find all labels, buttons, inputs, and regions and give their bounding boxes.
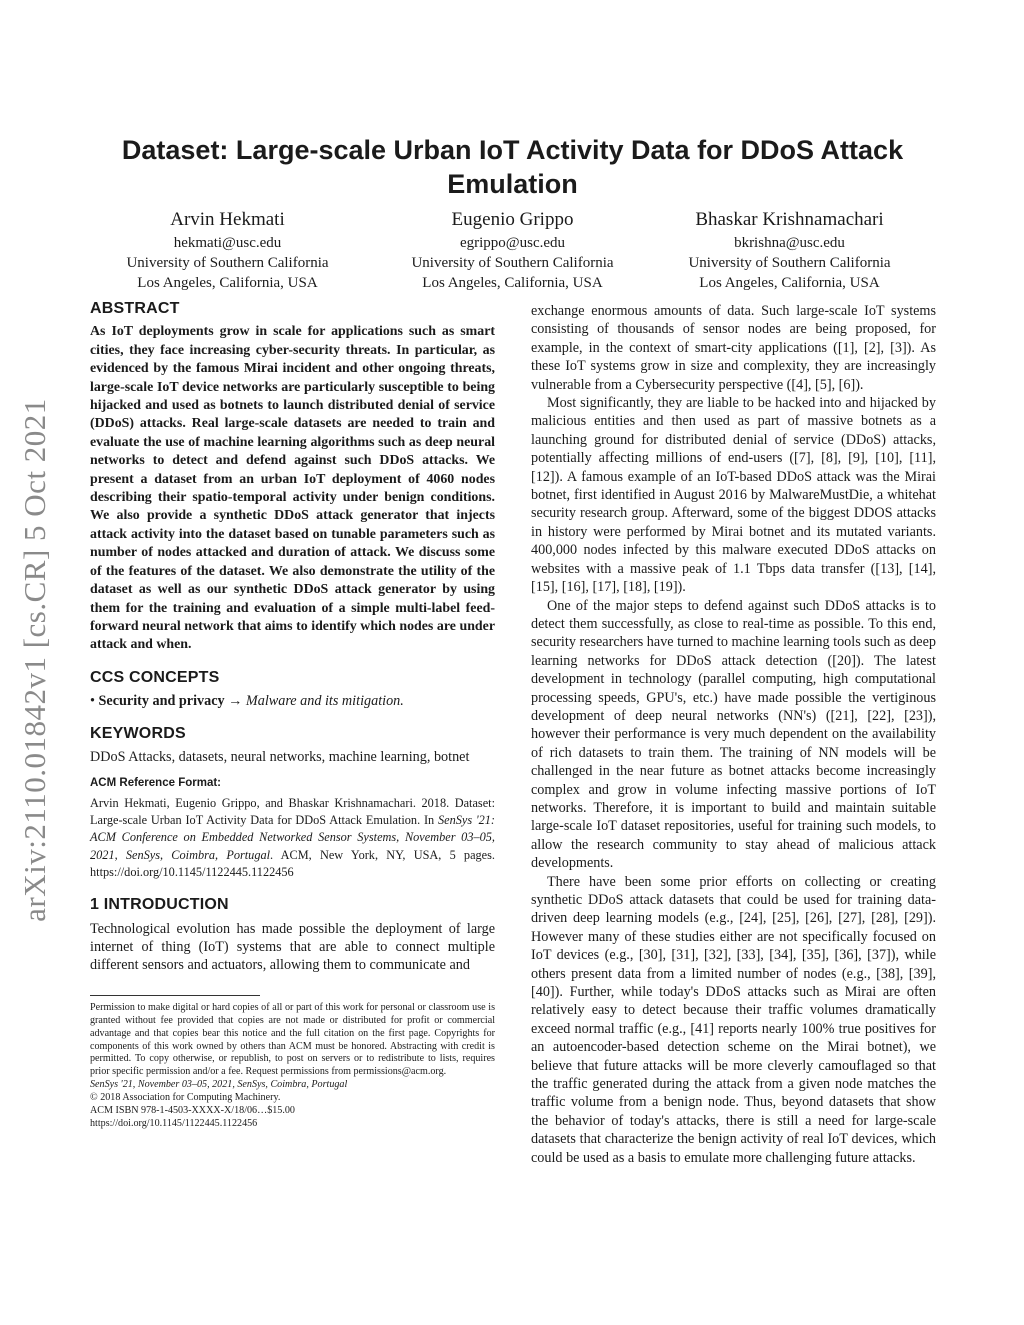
reference-part1: Arvin Hekmati, Eugenio Grippo, and Bhaskar Krishnamachari. 2018. Dataset: Large-scale Urban IoT Activity Data for DDoS Attack Emulation. In — [90, 795, 495, 828]
intro-heading: 1 INTRODUCTION — [90, 896, 229, 914]
permission-text: Permission to make digital or hard copies of all or part of this work for personal or classroom use is granted without fee provided that copies are not made or distributed for profit or commercial advantage and that copies bear this notice and the full citation on the first page. Copyrights for components of this work owned by others than ACM must be honored. Abstracting with credit is permitted. To copy otherwise, or republish, to post on servers or to redistribute to lists, requires prior specific permission and/or a fee. Request permissions from permissions@acm.org. — [90, 1001, 495, 1078]
copyright-line: © 2018 Association for Computing Machinery. — [90, 1092, 281, 1104]
abstract-text: As IoT deployments grow in scale for applications such as smart cities, they face increasing cyber-security threats. In particular, as evidenced by the famous Mirai incident and other ongoing threats, large-scale IoT device networks are particularly susceptible to being hijacked and used as botnets to launch distributed denial of service (DDoS) attacks. Real large-scale datasets are needed to train and evaluate the use of machine learning algorithms such as deep neural networks to detect and defend against such DDoS attacks. We present a dataset from an urban IoT deployment of 4060 nodes describing their spatio-temporal activity under benign conditions. We also provide a synthetic DDoS attack generator that injects attack activity into the dataset based on tunable parameters such as number of nodes attacked and duration of attack. We discuss some of the features of the dataset. We also demonstrate the utility of the dataset as well as our synthetic DDoS attack generator by using them for the training and evaluation of a simple multi-label feed-forward neural network that aims to identify which nodes are under attack and when. — [90, 324, 495, 653]
ccs-bullet: • — [90, 693, 95, 710]
reference-format-heading: ACM Reference Format: — [90, 777, 221, 790]
ccs-heading: CCS CONCEPTS — [90, 668, 220, 686]
author-affiliation: University of Southern California — [411, 255, 614, 271]
author-email[interactable]: bkrishna@usc.edu — [734, 235, 845, 251]
body-paragraph: exchange enormous amounts of data. Such large-scale IoT systems consisting of thousands of sensor nodes are being proposed, for example, in the context of smart-city applications ([1], [2], [3]). As these IoT systems grow in size and complexity, they are increasingly vulnerable from a Cybersecurity perspective ([4], [5], [6]). — [531, 303, 936, 393]
author-location: Los Angeles, California, USA — [137, 275, 318, 291]
conference-line — [90, 1079, 495, 1092]
author-affiliation: University of Southern California — [688, 255, 891, 271]
body-paragraph: There have been some prior efforts on collecting or creating synthetic DDoS attack datasets that could be used for training data-driven deep learning models (e.g., [24], [25], [26], [27], [28], [29]). However many of these studies either are not specifically focused on IoT devices (e.g., [30], [31], [32], [33], [34], [35], [36], [37]), while others present data from a limited number of nodes (e.g., [38], [39], [40]). Further, while today's DDoS attacks such as Mirai are often relatively easy to detect because their traffic volumes dramatically exceed normal traffic (e.g., [41] reports nearly 100% true positives for an autoencoder-based detection scheme on the Mirai botnet), we believe that future attacks will be more cleverly camouflaged so that the traffic generated during the attack from a given node matches the traffic volume from a benign node. Thus, beyond datasets that show the behavior of today's attacks, there is still a need for large-scale datasets that characterize the benign activity of real IoT devices, which could be used as a basis to emulate more challenging future attacks. — [531, 873, 936, 1166]
arxiv-stamp-text: arXiv:2110.01842v1 [cs.CR] 5 Oct 2021 — [17, 398, 52, 922]
isbn-line: ACM ISBN 978-1-4503-XXXX-X/18/06…$15.00 — [90, 1105, 295, 1117]
reference-format-text — [90, 795, 495, 881]
doi-line[interactable]: https://doi.org/10.1145/1122445.1122456 — [90, 1118, 258, 1130]
keywords-heading: KEYWORDS — [90, 724, 186, 742]
footnote-divider — [90, 995, 260, 996]
author-location: Los Angeles, California, USA — [699, 275, 880, 291]
abstract-heading: ABSTRACT — [90, 300, 180, 317]
author-email[interactable]: hekmati@usc.edu — [173, 235, 282, 251]
author-name: Bhaskar Krishnamachari — [695, 209, 884, 230]
paper-title: Dataset: Large-scale Urban IoT Activity Data for DDoS Attack Emulation — [121, 135, 904, 199]
intro-paragraph: Technological evolution has made possible the deployment of large internet of thing (IoT) systems that are able to connect multiple different sensors and actuators, allowing them to communicate and — [90, 920, 495, 974]
ccs-concept: Security and privacy — [98, 693, 225, 710]
author-name: Arvin Hekmati — [170, 209, 285, 230]
author-1 — [90, 207, 365, 293]
author-3 — [652, 207, 927, 293]
author-location: Los Angeles, California, USA — [422, 275, 603, 291]
author-email[interactable]: egrippo@usc.edu — [459, 235, 566, 251]
author-name: Eugenio Grippo — [451, 209, 574, 230]
author-affiliation: University of Southern California — [126, 255, 329, 271]
arxiv-stamp — [17, 370, 52, 950]
author-2 — [375, 207, 650, 293]
ccs-subconcept: Malware and its mitigation. — [245, 693, 404, 710]
ccs-arrow: → — [228, 693, 243, 710]
left-column — [90, 300, 495, 1131]
body-paragraph: One of the major steps to defend against such DDoS attacks is to detect them successfully, as close to real-time as possible. To this end, security researchers have turned to machine learning tools such as deep learning networks for DDoS attack detection ([20]). The latest development in technology (parallel computing, high computational processing speeds, GPU's, etc.) have made possible the vertiginous development of deep neural networks (NN's) ([21], [22], [23]), however their performance is very much dependent on the availability of rich datasets to train them. The training of NN models will be challenged in the near future as botnet attacks become increasingly complex and grow in volume infecting massive portions of IoT networks. Therefore, it is important to build and maintain suitable large-scale IoT dataset repositories, useful for training such models, to allow the research community to stay ahead of malicious attack developments. — [531, 597, 936, 872]
reference-venue: SenSys '21: ACM Conference on Embedded Networked Sensor Systems, November 03–05, 2021, SenSys, Coimbra, Portugal — [90, 813, 495, 862]
conference-text: SenSys '21, November 03–05, 2021, SenSys, Coimbra, Portugal — [90, 1079, 348, 1091]
body-paragraph: Most significantly, they are liable to be hacked into and hijacked by malicious entities and then used as part of massive botnets as a launching ground for distributed denial of service (DDoS) attacks, potentially affecting millions of end-users ([7], [8], [9], [10], [11], [12]). A famous example of an IoT-based DDoS attack was the Mirai botnet, first identified in August 2016 by MalwareMustDie, a whitehat security research group. Afterward, some of the biggest DDOS attacks in history were performed by Mirai botnet and its mutated variants. 400,000 nodes infected by this malware executed DDoS attacks on websites with a massive peak of 1.1 Tbps data transfer ([13], [14], [15], [16], [17], [18], [19]). — [531, 395, 936, 596]
right-column — [531, 302, 936, 1167]
reference-part2: . ACM, New York, NY, USA, 5 pages. https://doi.org/10.1145/1122445.1122456 — [90, 847, 496, 879]
keywords-text: DDoS Attacks, datasets, neural networks, machine learning, botnet — [90, 748, 470, 765]
ccs-concepts — [90, 692, 495, 710]
